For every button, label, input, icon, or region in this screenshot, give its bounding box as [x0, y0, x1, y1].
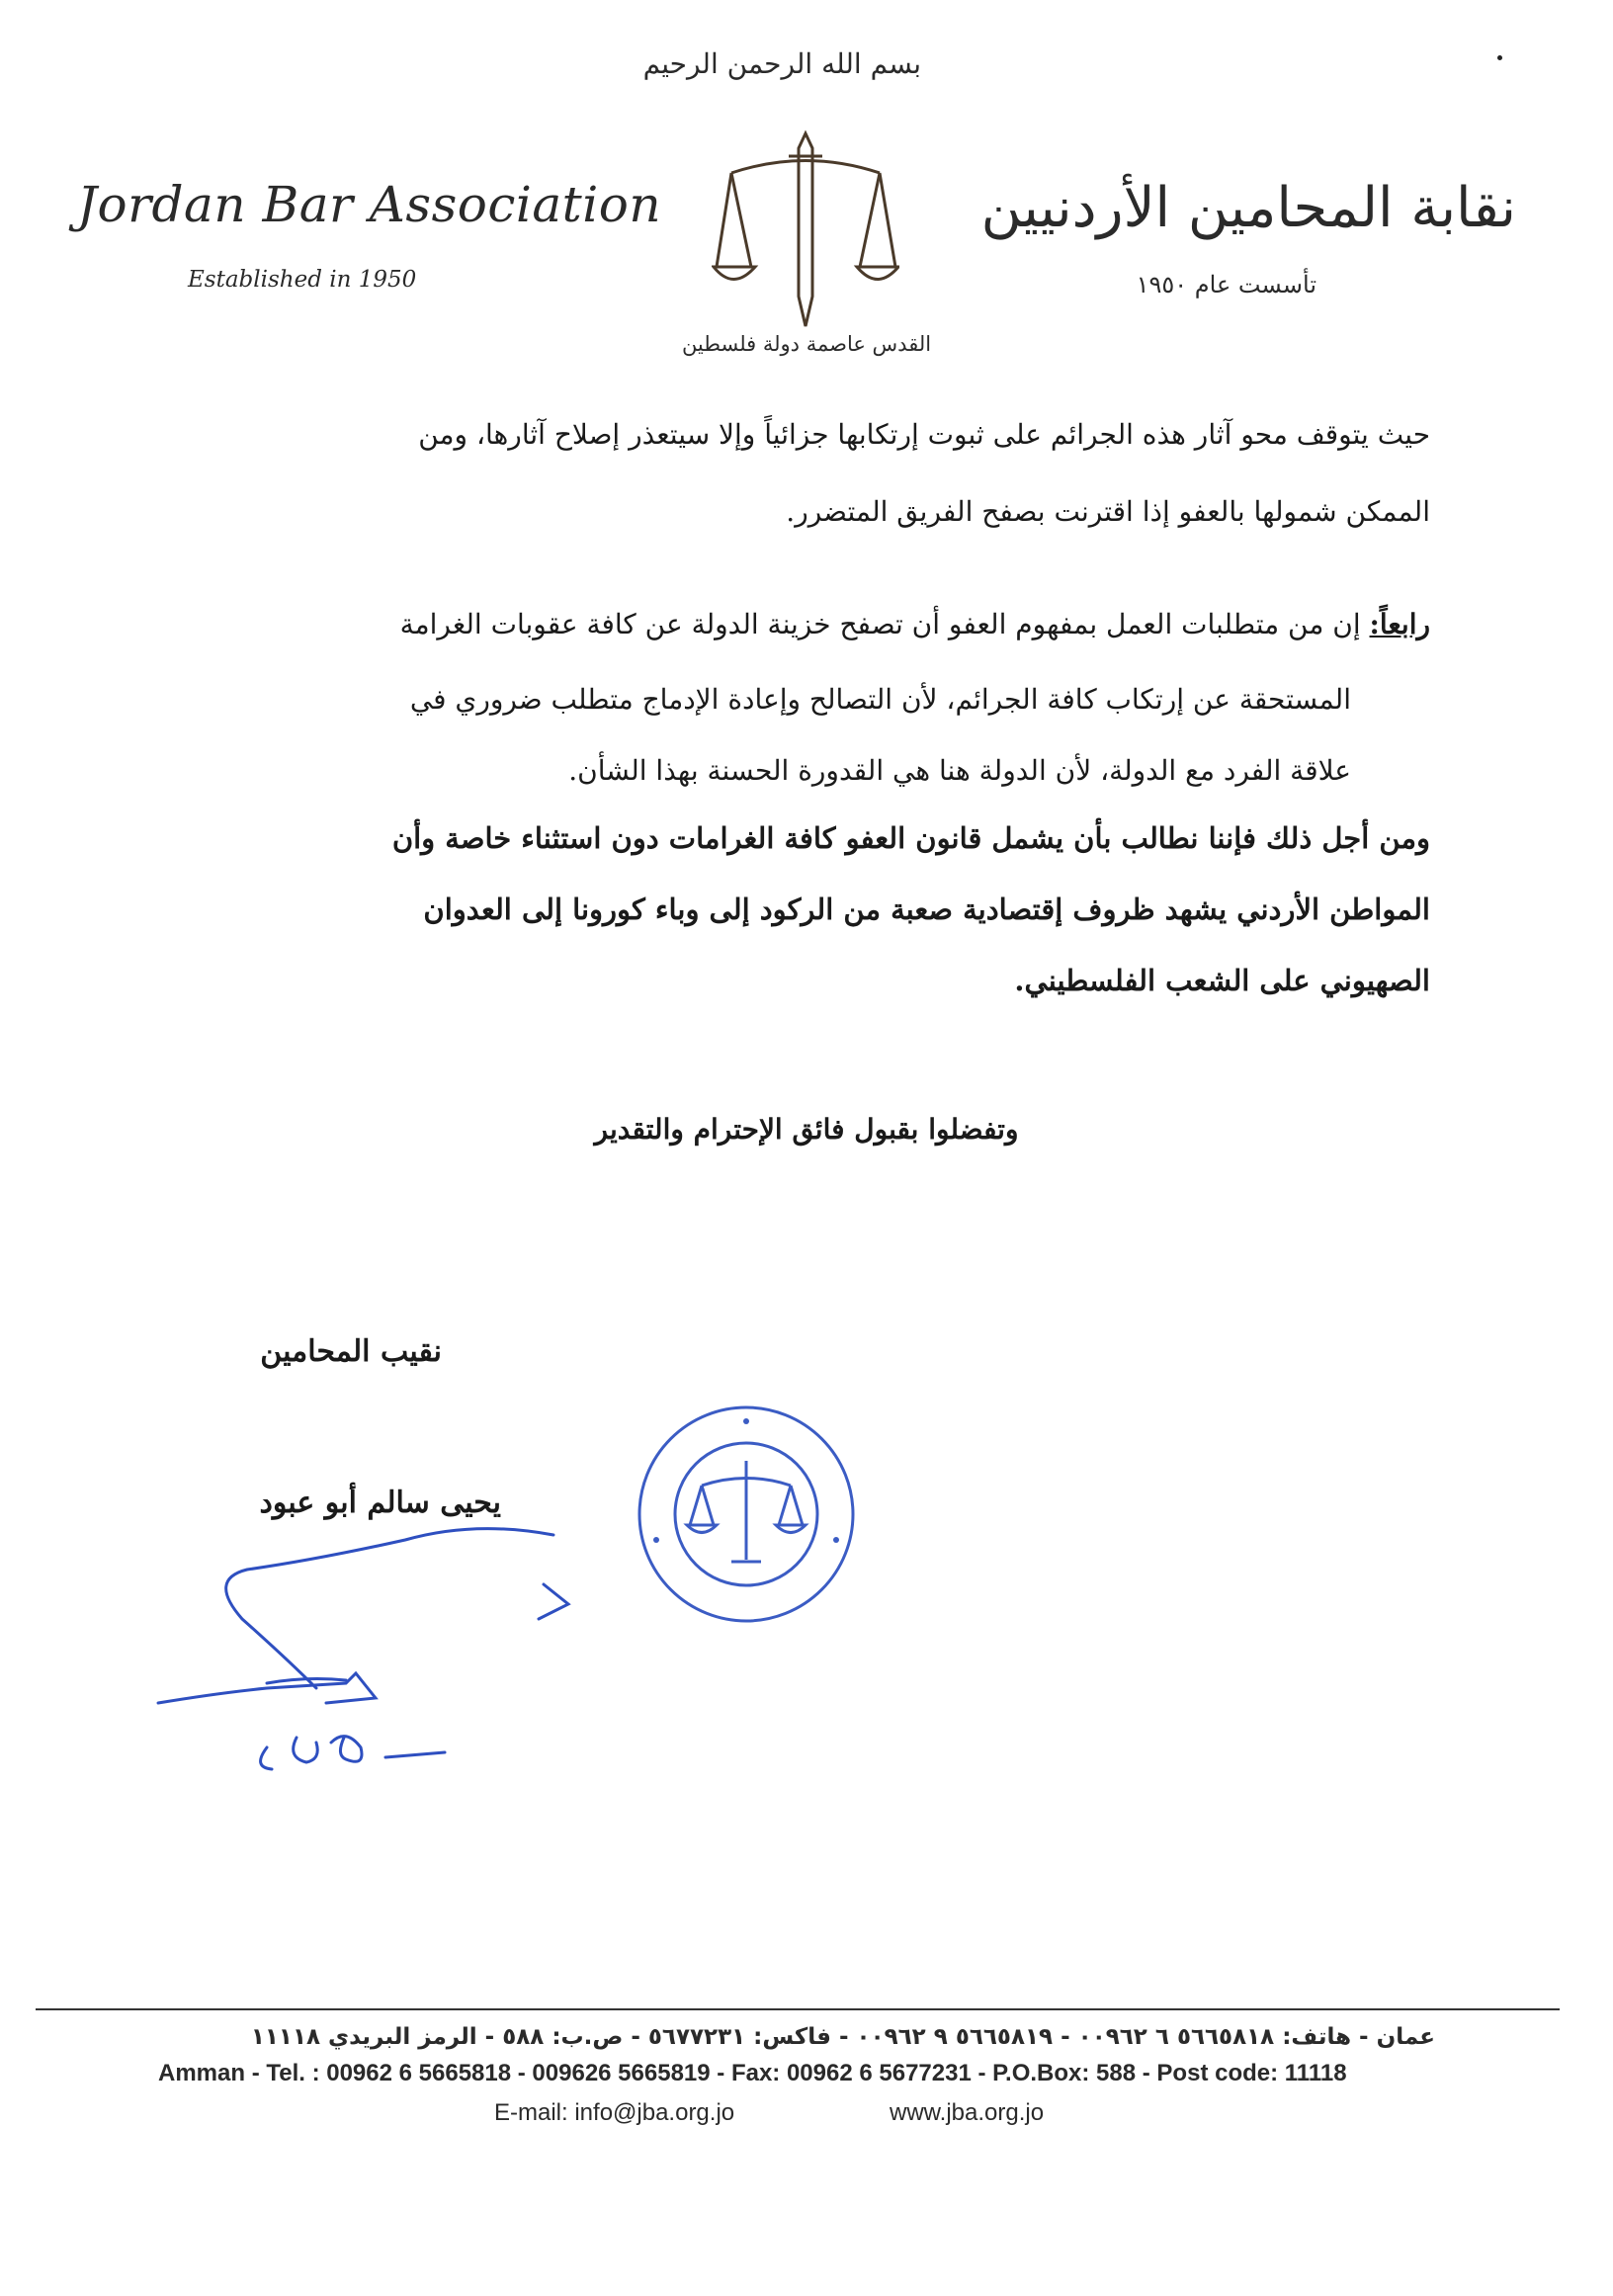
motto: القدس عاصمة دولة فلسطين — [681, 332, 932, 356]
signatory-name: يحيى سالم أبو عبود — [259, 1486, 501, 1520]
signatory-title: نقيب المحامين — [260, 1334, 442, 1369]
established-en: Established in 1950 — [188, 267, 417, 293]
scales-of-justice-icon — [712, 128, 899, 331]
basmala: بسم الله الرحمن الرحيم — [642, 47, 921, 80]
org-name-en: Jordan Bar Association — [77, 176, 662, 233]
footer-website[interactable]: www.jba.org.jo — [890, 2099, 1045, 2126]
footer-address-ar: عمان - هاتف: ٥٦٦٥٨١٨ ٦ ٠٠٩٦٢ - ٥٦٦٥٨١٩ ٩ ٠٠٩٦٢ - فاكس: ٥٦٧٧٢٣١ - ص.ب: ٥٨٨ - الرمز البريدي ١١١١٨ — [250, 2024, 1435, 2050]
body-line-bold: ومن أجل ذلك فإننا نطالب بأن يشمل قانون العفو كافة الغرامات دون استثناء خاصة وأن — [391, 821, 1430, 855]
body-line-bold: المواطن الأردني يشهد ظروف إقتصادية صعبة من الركود إلى وباء كورونا إلى العدوان — [423, 893, 1430, 926]
established-ar: تأسست عام ١٩٥٠ — [1136, 271, 1316, 298]
org-name-ar: نقابة المحامين الأردنيين — [980, 176, 1516, 240]
handwritten-signature — [148, 1500, 593, 1797]
body-line: الممكن شمولها بالعفو إذا اقترنت بصفح الفريق المتضرر. — [786, 495, 1430, 528]
body-line: علاقة الفرد مع الدولة، لأن الدولة هنا هي القدورة الحسنة بهذا الشأن. — [568, 754, 1351, 787]
footer-address-en: Amman - Tel. : 00962 6 5665818 - 009626 5665819 - Fax: 00962 6 5677231 - P.O.Box: 588 - Post code: 11118 — [158, 2060, 1347, 2086]
official-stamp — [633, 1402, 860, 1627]
stray-dot — [1497, 55, 1502, 60]
closing-line: وتفضلوا بقبول فائق الإحترام والتقدير — [594, 1113, 1019, 1146]
body-line: المستحقة عن إرتكاب كافة الجرائم، لأن التصالح وإعادة الإدماج متطلب ضروري في — [409, 683, 1351, 716]
footer-email[interactable]: E-mail: info@jba.org.jo — [494, 2099, 735, 2126]
body-line-bold: الصهيوني على الشعب الفلسطيني. — [1014, 964, 1430, 997]
body-line: إن من متطلبات العمل بمفهوم العفو أن تصفح خزينة الدولة عن كافة عقوبات الغرامة — [399, 608, 1361, 640]
body-line-labeled — [400, 605, 1430, 644]
body-line: حيث يتوقف محو آثار هذه الجرائم على ثبوت إرتكابها جزائياً وإلا سيتعذر إصلاح آثارها، ومن — [418, 418, 1430, 451]
section-label: رابعاً: — [1369, 608, 1430, 640]
footer-rule — [36, 2008, 1560, 2010]
